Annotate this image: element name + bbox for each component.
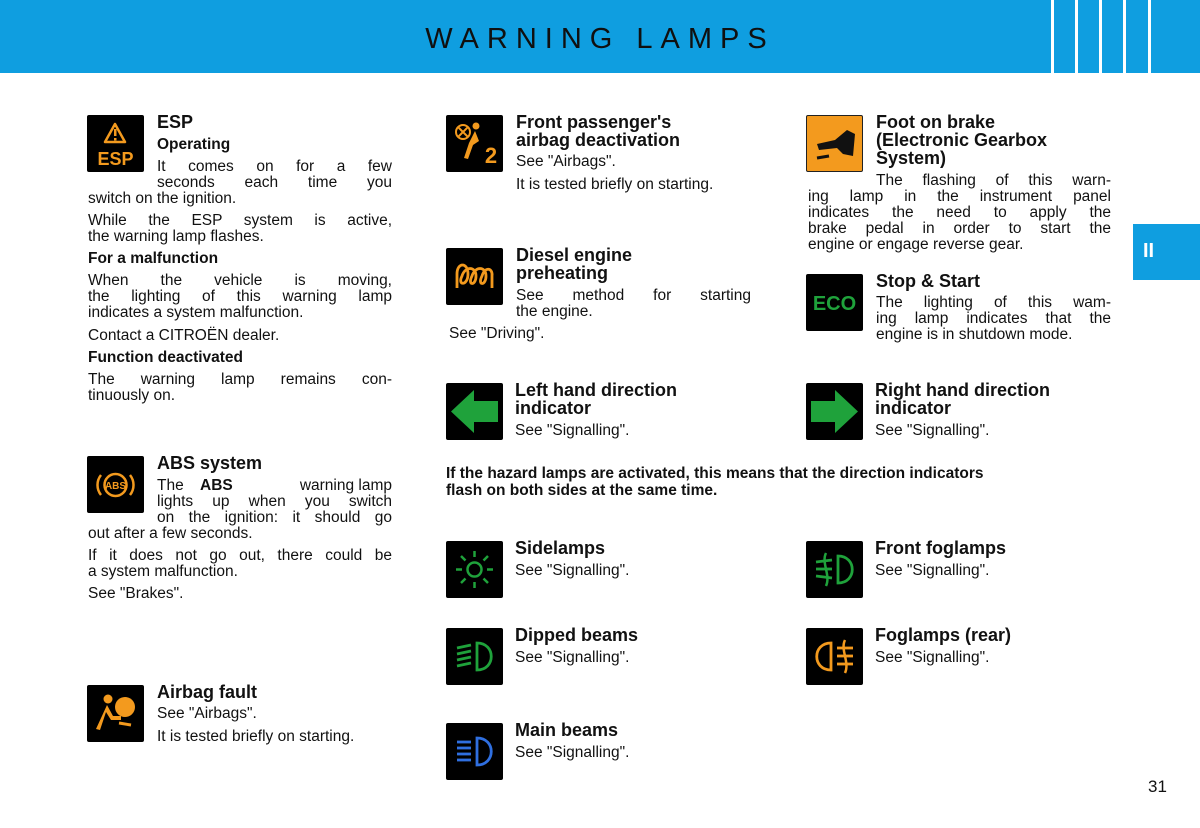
abs-text-line: See "Brakes". (88, 585, 184, 602)
esp-text-line: switch on the ignition. (88, 190, 237, 207)
abs-text-line: out after a few seconds. (88, 525, 253, 542)
chapter-tab-label: II (1143, 240, 1155, 262)
diesel-text: See method for starting (516, 287, 751, 304)
left-indicator-title: Left hand direction (515, 380, 677, 400)
airbag-fault-title: Airbag fault (157, 682, 258, 702)
abs-text-line: If it does not go out, there could be (88, 547, 392, 564)
esp-text-line: the warning lamp flashes. (88, 228, 264, 245)
esp-deactivated-heading: Function deactivated (88, 349, 244, 366)
esp-operating-heading: Operating (157, 136, 231, 153)
esp-text-line: seconds each time you (157, 174, 392, 191)
stop-start-text: The lighting of this wam- (876, 294, 1111, 311)
chapter-tab[interactable] (1133, 224, 1200, 280)
rear-foglamp-icon (806, 628, 863, 685)
esp-text-line: indicates a system malfunction. (88, 304, 304, 321)
abs-text-part: warning lamp (299, 477, 392, 494)
rear-foglamps-title: Foglamps (rear) (875, 625, 1012, 645)
left-arrow-icon (446, 383, 503, 440)
diesel-title: preheating (516, 263, 609, 283)
right-arrow-icon (806, 383, 863, 440)
page-header (0, 0, 1200, 73)
dipped-beams-title: Dipped beams (515, 625, 639, 645)
passenger-airbag-text: See "Airbags". (516, 153, 616, 170)
abs-bold-word: ABS (200, 477, 233, 494)
abs-text-line (157, 478, 392, 494)
esp-title: ESP (157, 112, 194, 132)
esp-text-line: While the ESP system is active, (88, 212, 392, 229)
preheating-coil-icon (446, 248, 503, 305)
passenger-airbag-title: Front passenger's (516, 112, 672, 132)
header-stripe (1148, 0, 1151, 73)
passenger-airbag-title: airbag deactivation (516, 130, 681, 150)
passenger-airbag-off-icon (446, 115, 503, 172)
esp-text-line: Contact a CITROËN dealer. (88, 327, 280, 344)
abs-title: ABS system (157, 453, 263, 473)
header-stripe (1075, 0, 1078, 73)
page-number: 31 (1148, 777, 1167, 796)
foot-brake-text: The flashing of this warn- (876, 172, 1111, 189)
airbag-fault-text: It is tested briefly on starting. (157, 728, 355, 745)
stop-start-text: ing lamp indicates that the (876, 310, 1111, 327)
sidelamps-text: See "Signalling". (515, 562, 630, 579)
page-title: WARNING LAMPS (425, 23, 775, 55)
sidelamps-title: Sidelamps (515, 538, 606, 558)
right-indicator-title: indicator (875, 398, 952, 418)
foot-brake-text: indicates the need to apply the (808, 204, 1111, 221)
airbag-fault-icon (87, 685, 144, 742)
header-stripe (1051, 0, 1054, 73)
hazard-note: If the hazard lamps are activated, this means that the direction indicators (446, 465, 984, 482)
header-stripe (1099, 0, 1102, 73)
foot-brake-title: Foot on brake (876, 112, 996, 132)
diesel-title: Diesel engine (516, 245, 633, 265)
svg-text:ABS: ABS (104, 481, 127, 492)
esp-text-line: When the vehicle is moving, (88, 272, 392, 289)
sidelamp-icon (446, 541, 503, 598)
stop-start-text: engine is in shutdown mode. (876, 326, 1073, 343)
abs-text-line: lights up when you switch (157, 493, 392, 510)
main-beams-title: Main beams (515, 720, 619, 740)
left-indicator-title: indicator (515, 398, 592, 418)
main-beams-text: See "Signalling". (515, 744, 630, 761)
eco-icon (806, 274, 863, 331)
svg-text:ESP: ESP (97, 149, 134, 169)
abs-icon (87, 456, 144, 513)
right-indicator-title: Right hand direction (875, 380, 1050, 400)
esp-warning-icon (87, 115, 144, 172)
foot-brake-text: ing lamp in the instrument panel (808, 188, 1111, 205)
eco-icon-text: ECO (812, 293, 857, 315)
foot-brake-title: (Electronic Gearbox (876, 130, 1048, 150)
esp-text-line: tinuously on. (88, 387, 176, 404)
abs-text-line: on the ignition: it should go (157, 509, 392, 526)
esp-text-line: the lighting of this warning lamp (88, 288, 392, 305)
diesel-text: the engine. (516, 303, 593, 320)
rear-foglamps-text: See "Signalling". (875, 649, 990, 666)
foot-on-brake-icon (806, 115, 863, 172)
esp-text-line: It comes on for a few (157, 158, 392, 175)
stop-start-title: Stop & Start (876, 271, 981, 291)
svg-text:2: 2 (484, 143, 498, 168)
diesel-text: See "Driving". (449, 325, 545, 342)
foot-brake-text: engine or engage reverse gear. (808, 236, 1024, 253)
foot-brake-text: brake pedal in order to start the (808, 220, 1111, 237)
esp-malfunction-heading: For a malfunction (88, 250, 219, 267)
front-foglamps-text: See "Signalling". (875, 562, 990, 579)
right-indicator-text: See "Signalling". (875, 422, 990, 439)
header-stripe (1123, 0, 1126, 73)
esp-text-line: The warning lamp remains con- (88, 371, 392, 388)
passenger-airbag-text: It is tested briefly on starting. (516, 176, 714, 193)
hazard-note: flash on both sides at the same time. (446, 482, 718, 499)
abs-text-line: a system malfunction. (88, 563, 238, 580)
foot-brake-title: System) (876, 148, 947, 168)
main-beam-icon (446, 723, 503, 780)
front-foglamps-title: Front foglamps (875, 538, 1006, 558)
dipped-beams-text: See "Signalling". (515, 649, 630, 666)
airbag-fault-text: See "Airbags". (157, 705, 257, 722)
left-indicator-text: See "Signalling". (515, 422, 630, 439)
front-foglamp-icon (806, 541, 863, 598)
abs-text-part: The (157, 477, 184, 494)
dipped-beam-icon (446, 628, 503, 685)
